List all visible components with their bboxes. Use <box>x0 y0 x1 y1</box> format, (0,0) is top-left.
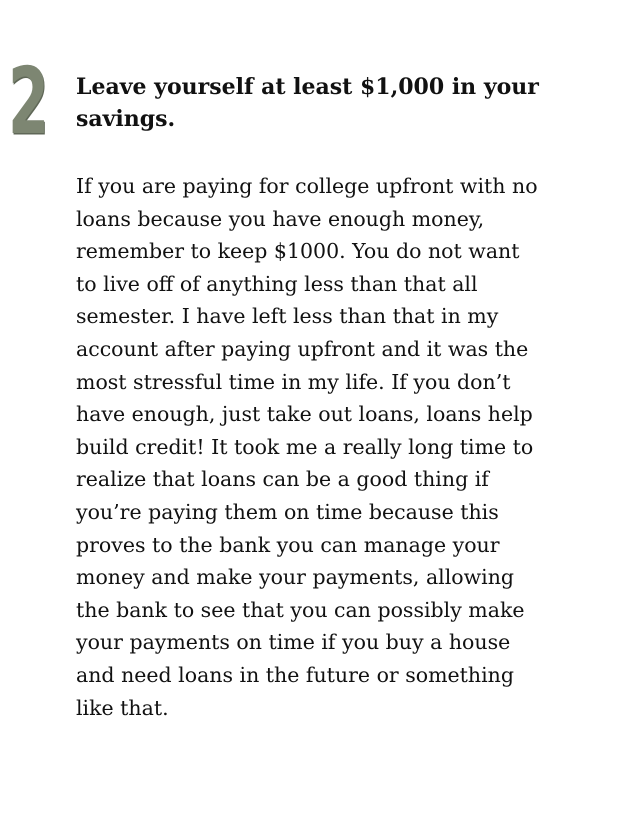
tip-body-paragraph <box>76 170 596 724</box>
body-line: your payments on time if you buy a house <box>76 630 511 655</box>
body-line: account after paying upfront and it was the <box>76 336 529 361</box>
body-line: If you are paying for college upfront with no <box>76 174 538 198</box>
tip-number: 2 <box>8 47 48 155</box>
tip-heading <box>76 71 596 135</box>
body-line: semester. I have left less than that in my <box>76 304 499 329</box>
tip-heading-line: savings. <box>76 106 176 132</box>
body-line: loans because you have enough money, <box>76 206 485 231</box>
body-line: realize that loans can be a good thing if <box>76 467 489 492</box>
body-line: most stressful time in my life. If you don’t <box>76 369 511 394</box>
body-line: build credit! It took me a really long time to <box>76 434 534 459</box>
body-line: you’re paying them on time because this <box>76 499 499 524</box>
body-line: remember to keep $1000. You do not want <box>76 239 520 264</box>
tip-heading-line: Leave yourself at least $1,000 in your <box>76 74 539 100</box>
body-line: the bank to see that you can possibly make <box>76 597 525 622</box>
body-line: and need loans in the future or something <box>76 662 514 687</box>
body-line: have enough, just take out loans, loans help <box>76 402 533 427</box>
body-line: proves to the bank you can manage your <box>76 532 500 557</box>
body-line: to live off of anything less than that all <box>76 271 478 296</box>
body-line: money and make your payments, allowing <box>76 565 515 590</box>
body-line: like that. <box>76 695 169 720</box>
